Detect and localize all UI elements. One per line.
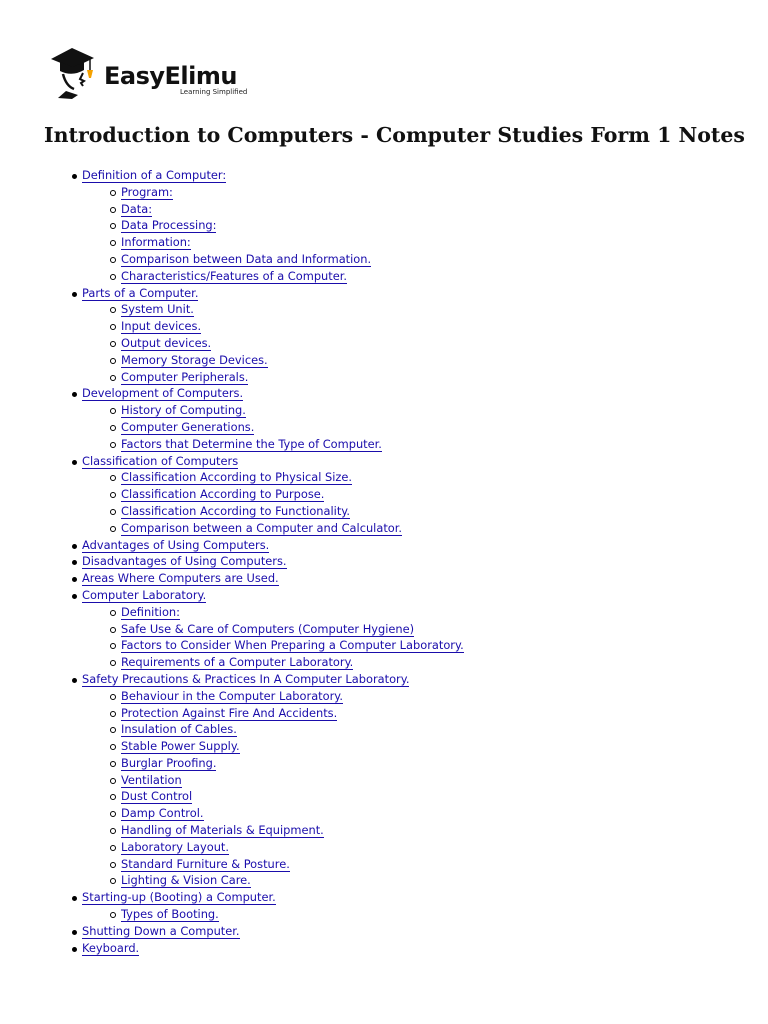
toc-item: [44, 385, 744, 452]
toc-item: [44, 570, 744, 587]
site-logo[interactable]: [50, 46, 250, 100]
toc-link[interactable]: Disadvantages of Using Computers.: [82, 554, 287, 569]
toc-subitem: [82, 201, 744, 218]
toc-subitem: [82, 604, 744, 621]
toc-sublink[interactable]: Ventilation: [121, 772, 182, 787]
toc-sublink[interactable]: Burglar Proofing.: [121, 755, 217, 770]
toc-sublink[interactable]: Program:: [121, 184, 173, 199]
toc-item: [44, 537, 744, 554]
toc-link[interactable]: Development of Computers.: [82, 386, 244, 401]
toc-subitem: [82, 906, 744, 923]
toc-sublink[interactable]: Dust Control: [121, 789, 193, 804]
toc-subitem: [82, 856, 744, 873]
toc-sublink[interactable]: Characteristics/Features of a Computer.: [121, 268, 347, 283]
toc-subitem: [82, 402, 744, 419]
toc-item: [44, 285, 744, 386]
toc-subitem: [82, 268, 744, 285]
page-title: Introduction to Computers - Computer Studies Form 1 Notes: [44, 123, 745, 147]
toc-link[interactable]: Definition of a Computer:: [82, 168, 227, 182]
toc-subitem: [82, 352, 744, 369]
toc-subitem: [82, 688, 744, 705]
toc-sublist: [82, 906, 744, 923]
toc-subitem: [82, 520, 744, 537]
toc-sublink[interactable]: Types of Booting.: [121, 907, 219, 922]
toc-sublink[interactable]: Output devices.: [121, 335, 212, 350]
toc-link[interactable]: Areas Where Computers are Used.: [82, 571, 279, 586]
toc-subitem: [82, 486, 744, 503]
toc-subitem: [82, 503, 744, 520]
toc-item: [44, 671, 744, 889]
toc-sublink[interactable]: Factors that Determine the Type of Computer.: [121, 436, 382, 451]
toc-link[interactable]: Shutting Down a Computer.: [82, 923, 240, 938]
toc-subitem: [82, 251, 744, 268]
toc-sublink[interactable]: Memory Storage Devices.: [121, 352, 268, 367]
toc-sublist: [82, 184, 744, 285]
toc-item: [44, 453, 744, 537]
graduation-cap-icon: [50, 46, 110, 100]
toc-subitem: [82, 369, 744, 386]
toc-item: [44, 553, 744, 570]
toc-sublink[interactable]: Standard Furniture & Posture.: [121, 856, 290, 871]
toc-subitem: [82, 217, 744, 234]
toc-sublink[interactable]: Lighting & Vision Care.: [121, 873, 251, 888]
toc-item: [44, 167, 744, 285]
toc-sublink[interactable]: Classification According to Purpose.: [121, 487, 325, 502]
toc-subitem: [82, 705, 744, 722]
toc-sublink[interactable]: Information:: [121, 235, 191, 250]
toc-subitem: [82, 721, 744, 738]
toc-sublink[interactable]: History of Computing.: [121, 403, 246, 418]
toc-sublist: [82, 469, 744, 536]
toc-sublink[interactable]: Definition:: [121, 604, 180, 619]
toc-subitem: [82, 839, 744, 856]
toc-link[interactable]: Starting-up (Booting) a Computer.: [82, 890, 276, 905]
toc-sublink[interactable]: Damp Control.: [121, 806, 204, 821]
toc-subitem: [82, 738, 744, 755]
toc-sublist: [82, 402, 744, 452]
toc-subitem: [82, 469, 744, 486]
toc-link[interactable]: Safety Precautions & Practices In A Computer Laboratory.: [82, 671, 410, 686]
toc-sublink[interactable]: Computer Generations.: [121, 419, 255, 434]
toc-sublink[interactable]: Behaviour in the Computer Laboratory.: [121, 688, 344, 703]
toc-sublink[interactable]: Input devices.: [121, 319, 202, 334]
toc-item: [44, 889, 744, 923]
toc-subitem: [82, 184, 744, 201]
toc-subitem: [82, 822, 744, 839]
toc-subitem: [82, 419, 744, 436]
toc-link[interactable]: Parts of a Computer.: [82, 285, 199, 300]
toc-subitem: [82, 301, 744, 318]
brand-name: EasyElimu: [104, 62, 237, 90]
toc-link[interactable]: Classification of Computers: [82, 453, 239, 468]
toc-link[interactable]: Keyboard.: [82, 940, 140, 955]
toc-subitem: [82, 621, 744, 638]
brand-tagline: Learning Simplified: [180, 88, 248, 96]
toc-subitem: [82, 234, 744, 251]
toc-sublink[interactable]: Data Processing:: [121, 218, 217, 233]
toc-subitem: [82, 637, 744, 654]
toc-subitem: [82, 772, 744, 789]
toc-sublist: [82, 688, 744, 890]
toc-sublink[interactable]: Insulation of Cables.: [121, 722, 237, 737]
toc-sublink[interactable]: Computer Peripherals.: [121, 369, 249, 384]
toc-sublink[interactable]: Classification According to Functionality.: [121, 503, 351, 518]
toc-subitem: [82, 335, 744, 352]
toc-sublink[interactable]: Comparison between a Computer and Calculator.: [121, 520, 403, 535]
toc-list: [44, 167, 744, 956]
toc-subitem: [82, 436, 744, 453]
toc-sublink[interactable]: Stable Power Supply.: [121, 739, 240, 754]
toc-sublink[interactable]: Classification According to Physical Size.: [121, 470, 353, 485]
toc-sublink[interactable]: Protection Against Fire And Accidents.: [121, 705, 338, 720]
toc-sublist: [82, 604, 744, 671]
toc-link[interactable]: Advantages of Using Computers.: [82, 537, 270, 552]
toc-subitem: [82, 755, 744, 772]
toc-sublink[interactable]: Factors to Consider When Preparing a Computer Laboratory.: [121, 638, 464, 653]
toc-sublink[interactable]: Comparison between Data and Information.: [121, 251, 372, 266]
toc-subitem: [82, 654, 744, 671]
toc-sublink[interactable]: System Unit.: [121, 302, 194, 317]
toc-subitem: [82, 318, 744, 335]
toc-sublink[interactable]: Handling of Materials & Equipment.: [121, 823, 324, 838]
toc-sublink[interactable]: Data:: [121, 201, 153, 216]
toc-link[interactable]: Computer Laboratory.: [82, 587, 207, 602]
toc-sublink[interactable]: Laboratory Layout.: [121, 839, 230, 854]
toc-sublink[interactable]: Requirements of a Computer Laboratory.: [121, 655, 354, 670]
toc-subitem: [82, 872, 744, 889]
toc-sublink[interactable]: Safe Use & Care of Computers (Computer Hygiene): [121, 621, 415, 636]
toc-item: [44, 587, 744, 671]
toc-subitem: [82, 788, 744, 805]
toc-item: [44, 940, 744, 957]
toc-subitem: [82, 805, 744, 822]
table-of-contents: [44, 167, 744, 956]
toc-sublist: [82, 301, 744, 385]
toc-item: [44, 923, 744, 940]
